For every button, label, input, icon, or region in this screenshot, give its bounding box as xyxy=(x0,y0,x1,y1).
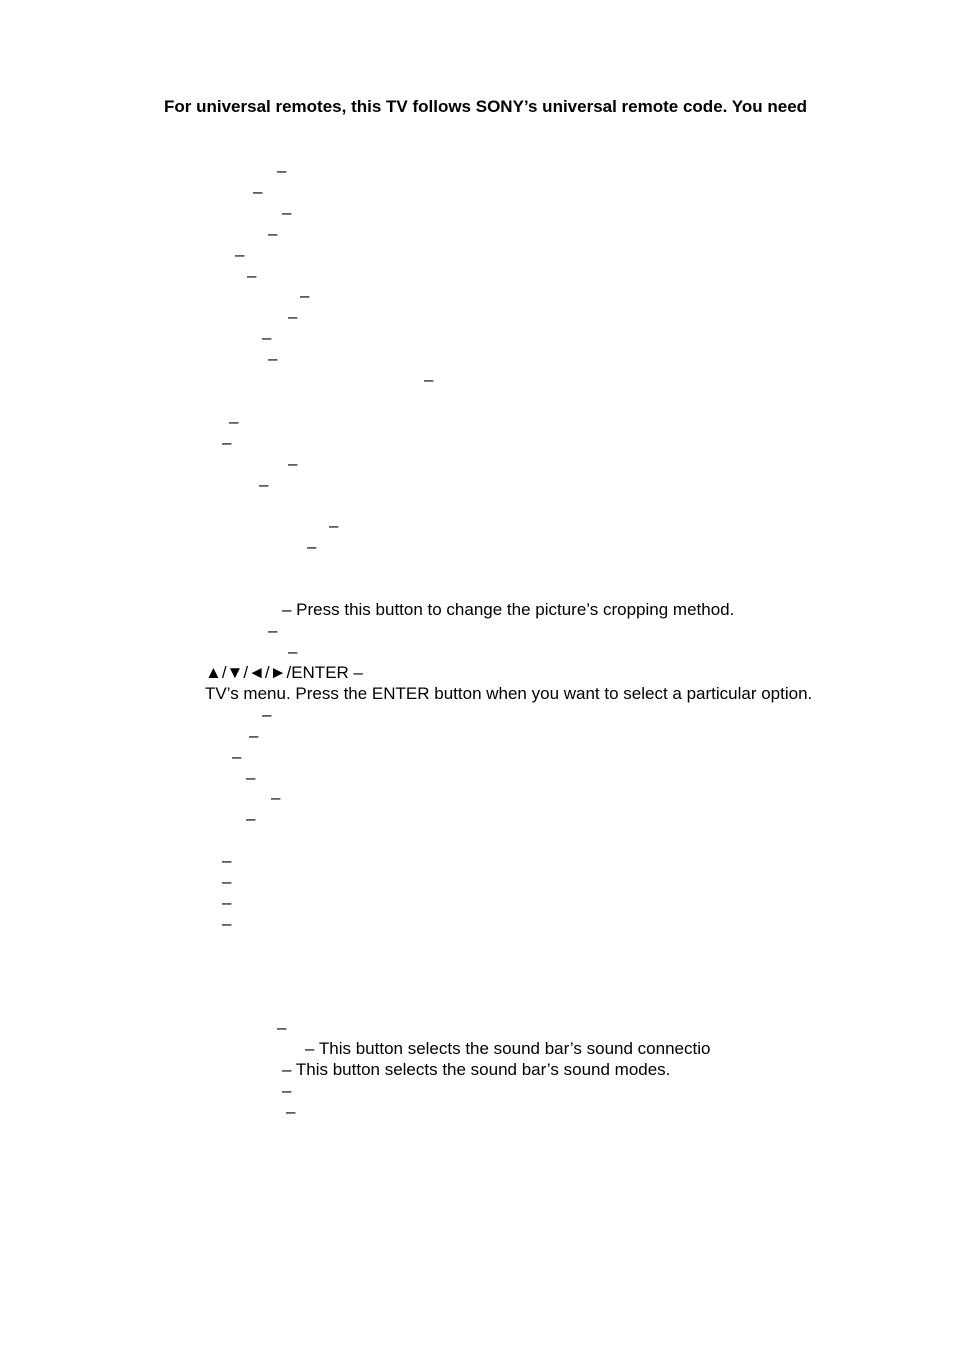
list-item-dash: – xyxy=(232,747,242,766)
nav-heading: ▲/▼/◄/►/ENTER – xyxy=(205,663,363,682)
list-item-dash: – xyxy=(262,328,272,347)
intro-line: For universal remotes, this TV follows SONY’s universal remote code. You need xyxy=(164,97,808,116)
list-item-dash: – xyxy=(288,307,298,326)
aspect-line: – Press this button to change the picture’s cropping method. xyxy=(282,600,735,619)
soundbar-connection-line: – This button selects the sound bar’s sound connectio xyxy=(305,1039,711,1058)
list-item-dash: – xyxy=(300,286,310,305)
list-item-dash: – xyxy=(268,349,278,368)
list-item-dash: – xyxy=(282,1081,292,1100)
list-item-dash: – xyxy=(268,224,278,243)
list-item-dash: – xyxy=(286,1102,296,1121)
list-item-dash: – xyxy=(307,537,317,556)
list-item-dash: – xyxy=(222,914,232,933)
list-item-dash: – xyxy=(282,203,292,222)
list-item-dash: – xyxy=(222,893,232,912)
soundbar-mode-line: – This button selects the sound bar’s sound modes. xyxy=(282,1060,671,1079)
list-item-dash: – xyxy=(268,621,278,640)
list-item-dash: – xyxy=(222,851,232,870)
list-item-dash: – xyxy=(229,412,239,431)
list-item-dash: – xyxy=(249,726,259,745)
list-item-dash: – xyxy=(288,642,298,661)
list-item-dash: – xyxy=(259,475,269,494)
list-item-dash: – xyxy=(262,705,272,724)
list-item-dash: – xyxy=(277,161,287,180)
list-item-dash: – xyxy=(222,433,232,452)
list-item-dash: – xyxy=(247,266,257,285)
list-item-dash: – xyxy=(222,872,232,891)
list-item-dash: – xyxy=(288,454,298,473)
list-item-dash: – xyxy=(271,788,281,807)
list-item-dash: – xyxy=(424,370,434,389)
list-item-dash: – xyxy=(246,809,256,828)
list-item-dash: – xyxy=(246,768,256,787)
list-item-dash: – xyxy=(277,1018,287,1037)
list-item-dash: – xyxy=(235,245,245,264)
nav-line: TV’s menu. Press the ENTER button when you want to select a particular option. xyxy=(205,684,813,703)
list-item-dash: – xyxy=(253,182,263,201)
list-item-dash: – xyxy=(329,516,339,535)
